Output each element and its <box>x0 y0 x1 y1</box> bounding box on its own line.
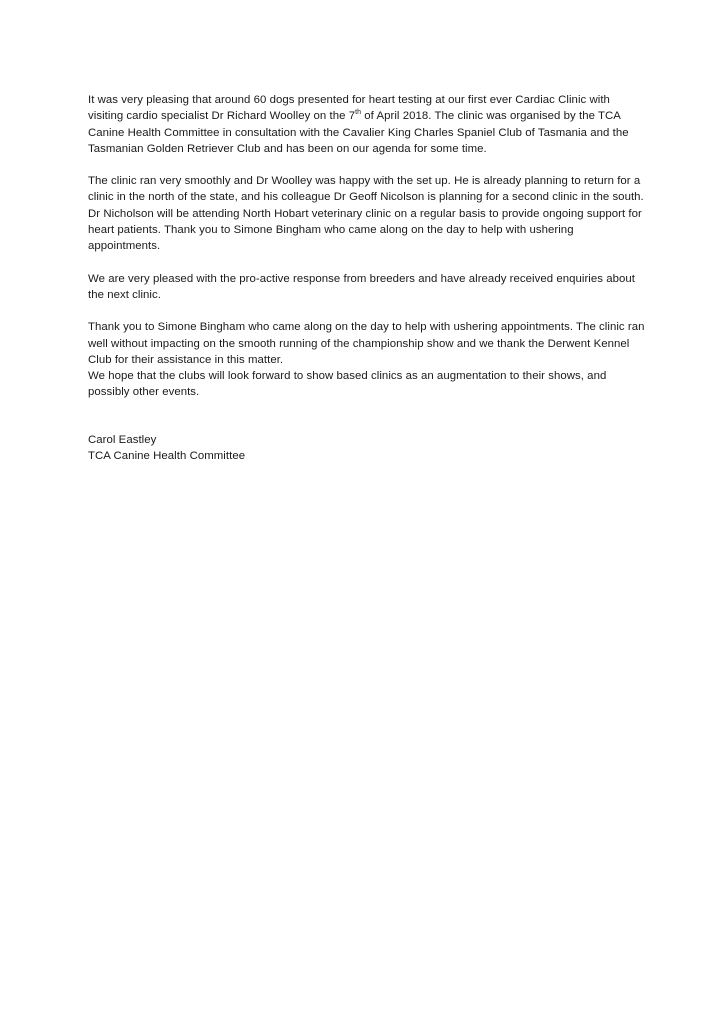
paragraph-future-clinics: We hope that the clubs will look forward to show based clinics as an augmentation to their shows, and possibly other events. <box>88 370 607 399</box>
paragraph-clinic-ran-smoothly: The clinic ran very smoothly and Dr Woolley was happy with the set up. He is already planning to return for a clinic in the north of the state, and his colleague Dr Geoff Nicolson is planning for a second clinic in the south. Dr Nicholson will be attending North Hobart veterinary clinic on a regular basis to provide ongoing support for heart patients. Thank you to Simone Bingham who came along on the day to help with ushering appointments. <box>88 175 644 253</box>
signature-block <box>88 432 648 465</box>
paragraph-spacer <box>88 303 648 319</box>
paragraph-breeder-response: We are very pleased with the pro-active response from breeders and have already received enquiries about the next clinic. <box>88 272 635 301</box>
paragraph-1-text-a: It was very pleasing that around 60 dogs presented for heart testing at our first ever Cardiac Clinic with visiting cardio specialist Dr Richard Woolley on the 7 <box>88 94 610 123</box>
ordinal-suffix: th <box>355 109 362 117</box>
paragraph-cardiac-clinic-intro <box>88 92 648 157</box>
paragraph-spacer <box>88 157 648 173</box>
signatory-title: TCA Canine Health Committee <box>88 450 246 463</box>
signatory-name: Carol Eastley <box>88 433 157 446</box>
paragraph-thanks: Thank you to Simone Bingham who came along on the day to help with ushering appointments. The clinic ran well without impacting on the smooth running of the championship show and we thank the Derwent Kennel Club for their assistance in this matter. <box>88 321 645 366</box>
letter-body <box>88 92 648 464</box>
paragraph-spacer <box>88 255 648 271</box>
paragraph-1-text-b: of April 2018. The clinic was organised by the TCA Canine Health Committee in consultation with the Cavalier King Charles Spaniel Club of Tasmania and the Tasmanian Golden Retriever Club and has been on our agenda for some time. <box>88 110 629 155</box>
